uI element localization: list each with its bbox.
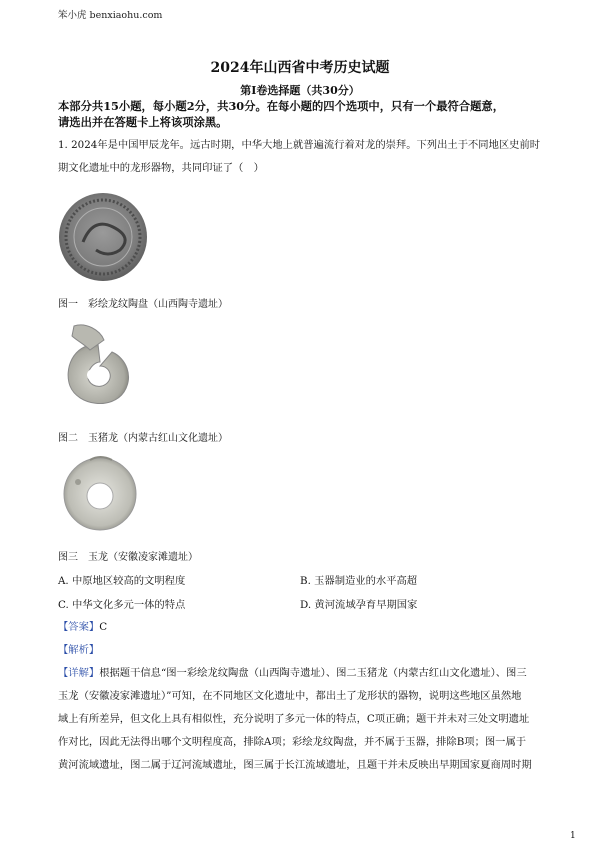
option-d: D. 黄河流域孕育早期国家 — [300, 599, 418, 611]
option-c: C. 中华文化多元一体的特点 — [58, 599, 186, 611]
detail-line — [58, 665, 558, 681]
question-stem-line: 期文化遗址中的龙形器物，共同印证了（ ） — [58, 162, 264, 174]
figure-caption: 图一 彩绘龙纹陶盘（山西陶寺遗址） — [58, 299, 228, 310]
detail-line: 域上有所差异，但文化上具有相似性，充分说明了多元一体的特点，C项正确；题干并未对三处文明遗址 — [58, 713, 530, 725]
detail-line: 黄河流域遗址，图二属于辽河流域遗址，图三属于长江流域遗址，且题干并未反映出早期国家夏商周时期 — [58, 759, 532, 771]
figure-caption: 图二 玉猪龙（内蒙古红山文化遗址） — [58, 433, 228, 444]
analysis-label: 【解析】 — [58, 644, 100, 656]
figure-caption: 图三 玉龙（安徽凌家滩遗址） — [58, 552, 198, 563]
detail-line: 作对比，因此无法得出哪个文明程度高，排除A项；彩绘龙纹陶盘，并不属于玉器，排除B项；图一属于 — [58, 736, 527, 748]
page-number: 1 — [570, 831, 576, 841]
painted-dragon-plate-icon — [58, 192, 148, 282]
jade-pig-dragon-icon — [60, 322, 138, 410]
page-title: 2024年山西省中考历史试题 — [210, 60, 390, 76]
detail-text: 根据题干信息“图一彩绘龙纹陶盘（山西陶寺遗址）、图二玉猪龙（内蒙古红山文化遗址）、图三 — [99, 667, 527, 679]
option-b: B. 玉器制造业的水平高超 — [300, 575, 418, 587]
header-site: 笨小虎 benxiaohu.com — [58, 10, 163, 21]
answer-label: 【答案】 — [58, 621, 100, 633]
instruction-line: 本部分共15小题，每小题2分，共30分。在每小题的四个选项中，只有一个最符合题意， — [58, 99, 504, 113]
section-title: 第Ⅰ卷选择题（共30分） — [240, 84, 360, 97]
detail-line: 玉龙（安徽凌家滩遗址）”可知，在不同地区文化遗址中，都出土了龙形状的器物，说明这些地区虽然地 — [58, 690, 522, 702]
analysis-row — [58, 642, 558, 658]
instruction-line: 请选出并在答题卡上将该项涂黑。 — [58, 115, 228, 129]
answer-row — [58, 619, 558, 635]
answer-value: C — [99, 621, 108, 633]
option-a: A. 中原地区较高的文明程度 — [58, 575, 186, 587]
question-stem-line: 1. 2024年是中国甲辰龙年。远古时期，中华大地上就普遍流行着对龙的崇拜。下列出土于不同地区史前时 — [58, 139, 541, 151]
jade-dragon-ring-icon — [60, 452, 140, 534]
instructions — [58, 98, 558, 130]
detail-label: 【详解】 — [58, 667, 100, 679]
